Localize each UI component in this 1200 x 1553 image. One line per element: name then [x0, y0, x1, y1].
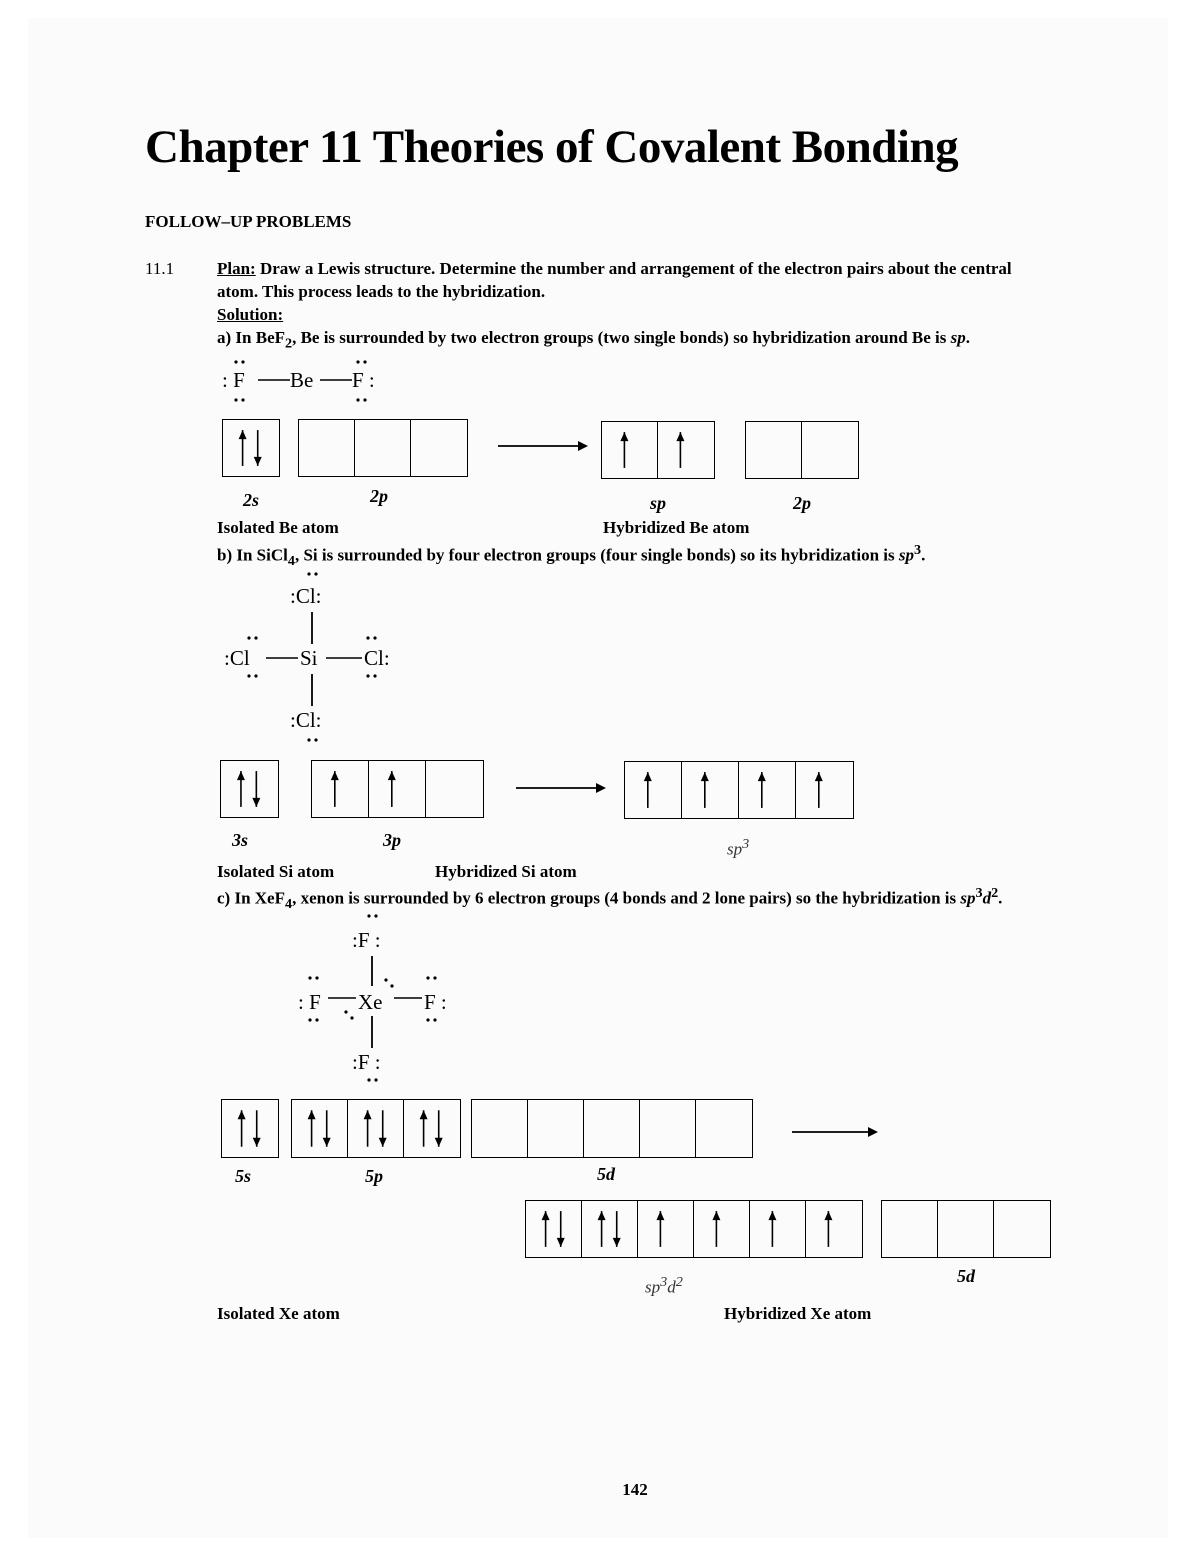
si-isolated-orbitals [220, 760, 484, 818]
si-3s-label: 3s [232, 830, 249, 850]
part-a-end: . [965, 328, 970, 347]
plan-line-2: atom. This process leads to the hybridization. [217, 282, 546, 301]
xe-sp3d2-label [645, 1274, 683, 1298]
electron-arrow-icon [348, 1100, 404, 1157]
part-a-sub: 2 [285, 335, 293, 352]
be-hybridized-caption: Hybridized Be atom [603, 518, 750, 537]
xef4-xe: Xe [358, 990, 383, 1014]
si-3p-label: 3p [383, 830, 401, 850]
xef4-bonds [298, 910, 498, 1090]
part-c-sup2: 2 [991, 885, 999, 901]
orbital-box [625, 762, 682, 818]
orbital-box [802, 422, 858, 478]
orbital-box [796, 762, 853, 818]
part-a-hyb: sp [950, 328, 966, 347]
xe-isolated-orbitals [221, 1099, 753, 1158]
orbital-box [994, 1201, 1050, 1257]
electron-arrow-icon [625, 762, 682, 818]
xe-sp3d2-base: sp [645, 1277, 661, 1297]
part-b-statement [217, 542, 925, 570]
part-c-sup1: 3 [975, 885, 983, 901]
orbital-box [696, 1100, 752, 1157]
orbital-group [601, 421, 715, 479]
electron-arrow-icon [526, 1201, 582, 1257]
be-isolated-orbitals [222, 419, 468, 477]
problem-number: 11.1 [145, 259, 175, 278]
orbital-group [525, 1200, 863, 1258]
solution-label [217, 305, 283, 325]
orbital-group [291, 1099, 461, 1158]
electron-arrow-icon [312, 761, 369, 817]
orbital-box [526, 1201, 582, 1257]
electron-arrow-icon [404, 1100, 460, 1157]
xe-sp3d2-sup2: 2 [675, 1274, 683, 1290]
be-isolated-caption: Isolated Be atom [217, 518, 339, 537]
solution-label-text: Solution: [217, 305, 284, 324]
part-c-sub: 4 [284, 896, 293, 913]
orbital-box [640, 1100, 696, 1157]
electron-arrow-icon [658, 422, 714, 478]
electron-arrow-icon [222, 1100, 278, 1157]
xe-hybridized-caption: Hybridized Xe atom [724, 1304, 872, 1323]
part-c-statement [217, 885, 1002, 913]
electron-arrow-icon [750, 1201, 806, 1257]
part-c-d: d [982, 888, 992, 908]
orbital-box [222, 1100, 278, 1157]
orbital-box [746, 422, 802, 478]
xe-5d-label: 5d [597, 1164, 615, 1184]
orbital-box [682, 762, 739, 818]
sicl4-left-cl: :Cl [224, 646, 250, 670]
orbital-group [624, 761, 854, 819]
sicl4-bottom-cl: :Cl: [290, 708, 322, 732]
xef4-bottom-f: :F : [352, 1050, 381, 1074]
orbital-box [299, 420, 355, 476]
xef4-right-f: F : [424, 990, 447, 1014]
page-number: 142 [622, 1480, 648, 1499]
xe-5s-label: 5s [235, 1166, 252, 1186]
xef4-top-f: :F : [352, 928, 381, 952]
part-a-prefix: a) In BeF [217, 328, 285, 347]
orbital-box [223, 420, 279, 476]
electron-arrow-icon [221, 761, 278, 817]
orbital-box [411, 420, 467, 476]
section-heading: FOLLOW–UP PROBLEMS [145, 212, 352, 231]
be-hybridized-orbitals [601, 421, 859, 479]
part-b-end: . [921, 545, 926, 565]
bef2-right-f: F : [352, 368, 375, 392]
orbital-box [658, 422, 714, 478]
xe-arrow-icon [792, 1122, 892, 1142]
bef2-bonds [220, 350, 420, 410]
electron-arrow-icon [638, 1201, 694, 1257]
si-arrow-icon [516, 778, 616, 798]
electron-arrow-icon [582, 1201, 638, 1257]
orbital-box [426, 761, 483, 817]
part-c-text: , xenon is surrounded by 6 electron groups (4 bonds and 2 lone pairs) so the hybridization is [292, 888, 961, 908]
orbital-box [355, 420, 411, 476]
orbital-box [348, 1100, 404, 1157]
part-b-sub: 4 [287, 553, 295, 570]
orbital-group [222, 419, 280, 477]
orbital-box [221, 761, 278, 817]
xe-5p-label: 5p [365, 1166, 383, 1186]
orbital-group [311, 760, 484, 818]
orbital-box [638, 1201, 694, 1257]
plan-line-1 [217, 259, 1012, 279]
part-b-prefix: b) In SiCl [217, 545, 288, 565]
orbital-group [298, 419, 468, 477]
be-2s-label: 2s [243, 490, 260, 510]
si-hybridized-orbitals [624, 761, 854, 819]
si-sp3-label [727, 836, 749, 860]
part-c-end: . [998, 888, 1003, 908]
orbital-group [745, 421, 859, 479]
electron-arrow-icon [292, 1100, 348, 1157]
part-b-hyb: sp [898, 545, 915, 565]
be-sp-label: sp [650, 493, 667, 513]
electron-arrow-icon [369, 761, 426, 817]
be-arrow-icon [498, 436, 598, 456]
orbital-group [220, 760, 279, 818]
orbital-group [881, 1200, 1051, 1258]
orbital-box [938, 1201, 994, 1257]
xe-hybridized-orbitals [525, 1200, 1051, 1258]
si-isolated-caption: Isolated Si atom [217, 862, 335, 881]
electron-arrow-icon [796, 762, 853, 818]
orbital-box [312, 761, 369, 817]
orbital-box [404, 1100, 460, 1157]
be-2p-label: 2p [370, 486, 388, 506]
sicl4-right-cl: Cl: [364, 646, 390, 670]
part-a-statement [217, 328, 970, 352]
orbital-box [739, 762, 796, 818]
electron-arrow-icon [806, 1201, 862, 1257]
electron-arrow-icon [223, 420, 279, 476]
orbital-box [694, 1201, 750, 1257]
orbital-group [471, 1099, 753, 1158]
electron-arrow-icon [602, 422, 658, 478]
electron-arrow-icon [694, 1201, 750, 1257]
orbital-box [292, 1100, 348, 1157]
xe-5d-hyb-label: 5d [957, 1266, 975, 1286]
part-a-text: , Be is surrounded by two electron groups (two single bonds) so hybridization around Be is [292, 328, 951, 347]
xe-sp3d2-d: d [667, 1277, 676, 1297]
orbital-group [221, 1099, 279, 1158]
be-2p-hyb-label: 2p [793, 493, 811, 513]
xe-sp3d2-sup1: 3 [660, 1274, 668, 1290]
si-sp3-base: sp [727, 839, 743, 859]
orbital-box [584, 1100, 640, 1157]
plan-label: Plan: [217, 259, 256, 278]
plan-text: Draw a Lewis structure. Determine the number and arrangement of the electron pairs about the central [255, 259, 1012, 278]
sicl4-si: Si [300, 646, 318, 670]
bef2-be: Be [290, 368, 314, 392]
si-hybridized-caption: Hybridized Si atom [435, 862, 577, 881]
orbital-box [472, 1100, 528, 1157]
orbital-box [528, 1100, 584, 1157]
orbital-box [582, 1201, 638, 1257]
orbital-box [602, 422, 658, 478]
xe-isolated-caption: Isolated Xe atom [217, 1304, 340, 1323]
orbital-box [882, 1201, 938, 1257]
sicl4-top-cl: :Cl: [290, 584, 322, 608]
orbital-box [369, 761, 426, 817]
part-c-prefix: c) In XeF [217, 888, 285, 908]
part-b-sup: 3 [914, 542, 922, 558]
electron-arrow-icon [739, 762, 796, 818]
orbital-box [750, 1201, 806, 1257]
orbital-box [806, 1201, 862, 1257]
part-c-hyb: sp [960, 888, 976, 908]
bef2-left-f: : F [222, 368, 245, 392]
part-b-text: , Si is surrounded by four electron groups (four single bonds) so its hybridization is [294, 545, 899, 565]
si-sp3-sup: 3 [742, 836, 750, 852]
electron-arrow-icon [682, 762, 739, 818]
sicl4-bonds [220, 568, 420, 748]
xef4-left-f: : F [298, 990, 321, 1014]
chapter-title: Chapter 11 Theories of Covalent Bonding [145, 121, 959, 173]
